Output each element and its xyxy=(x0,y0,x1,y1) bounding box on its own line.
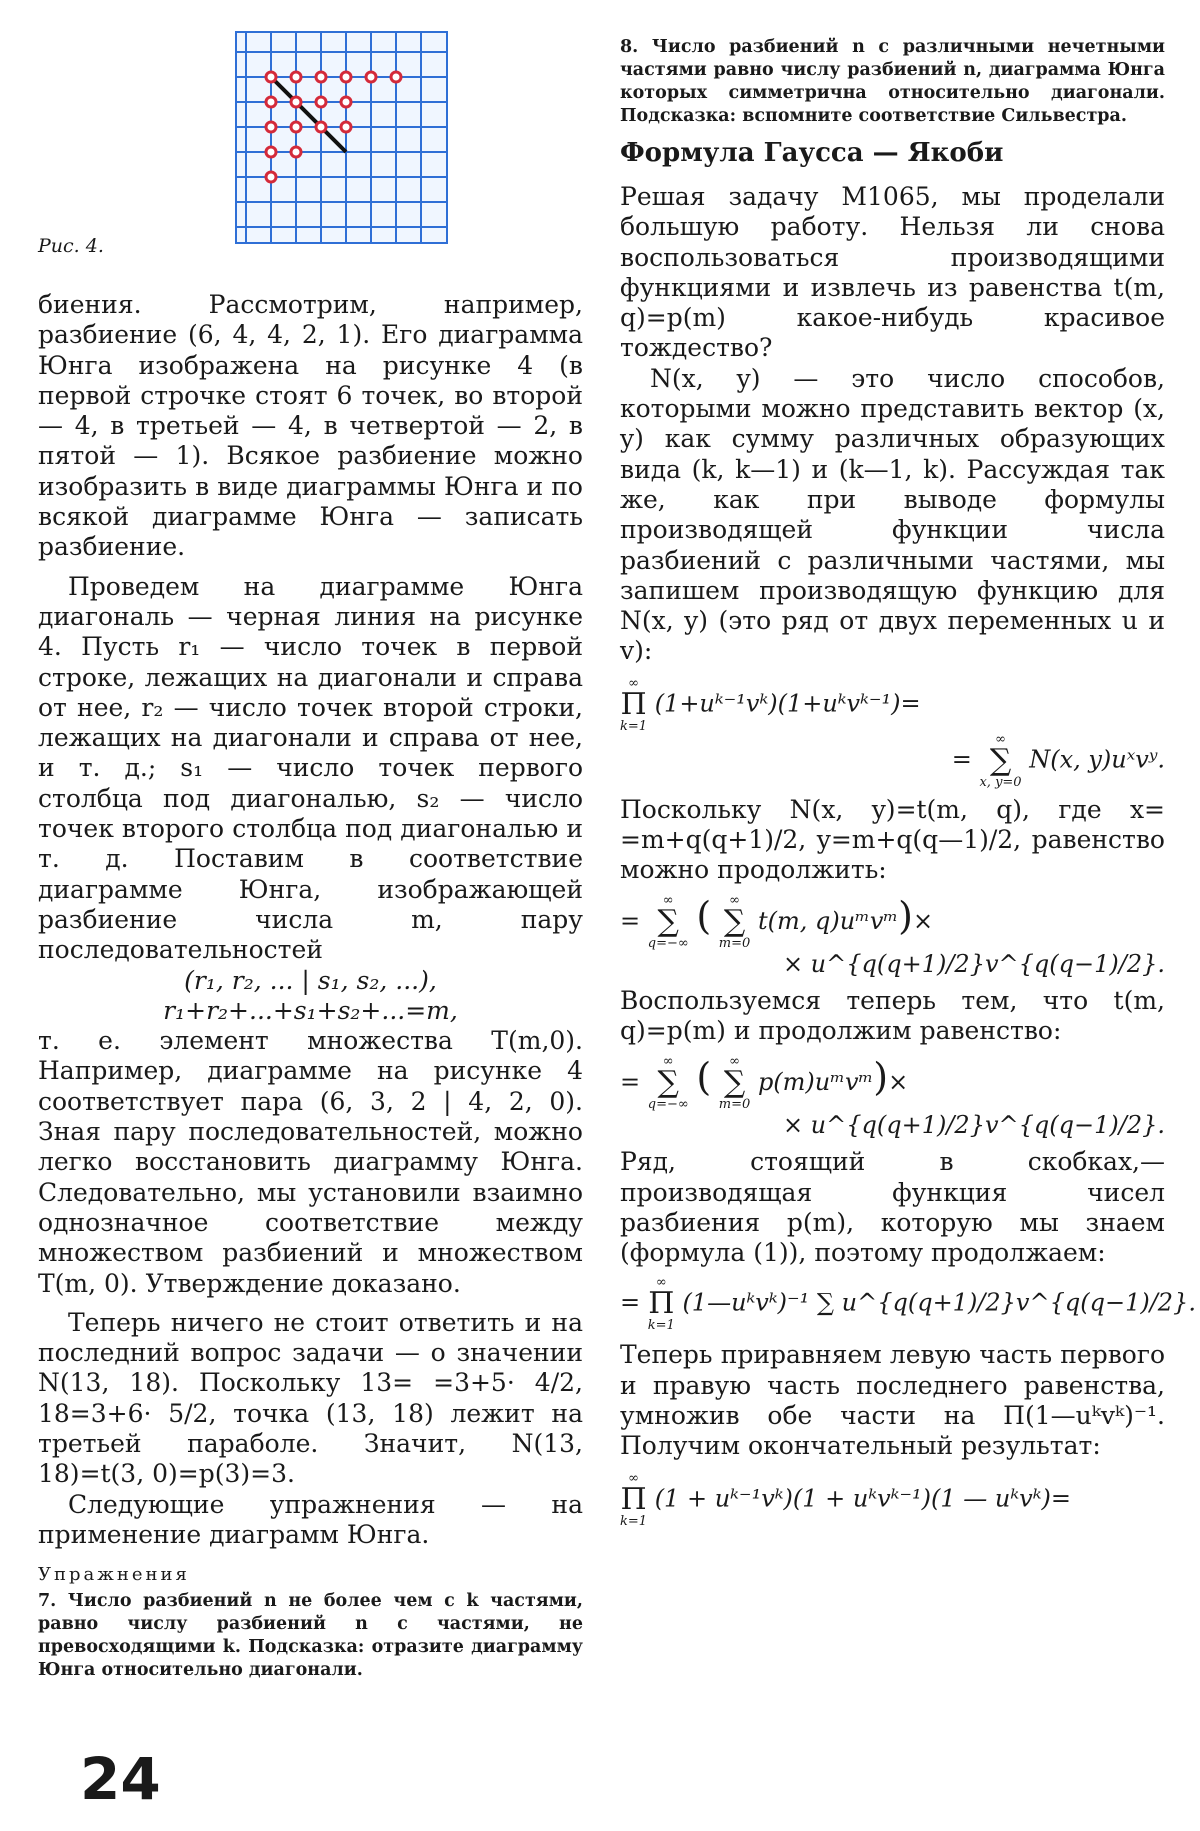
paragraph: Ряд, стоящий в скобках,— производящая функция чисел разбиения p(m), которую мы знаем (формула (1)), поэтому продолжаем: xyxy=(620,1147,1165,1268)
page-number: 24 xyxy=(80,1745,161,1813)
equation-2: = ∞ ∑ q=−∞ ( ∞ ∑ m=0 t(m, q)uᵐvᵐ)× xyxy=(620,893,934,952)
equation-1-rhs: = ∞ ∑ x, y=0 N(x, y)uˣvʸ. xyxy=(951,731,1165,790)
exercises-label: Упражнения xyxy=(38,1564,190,1586)
paragraph: Воспользуемся теперь тем, что t(m, q)=p(m) и продолжим равенство: xyxy=(620,986,1165,1046)
section-heading: Формула Гаусса — Якоби xyxy=(620,138,1004,168)
paragraph: Поскольку N(x, y)=t(m, q), где x= =m+q(q+1)/2, y=m+q(q—1)/2, равенство можно продолжить: xyxy=(620,794,1165,885)
paragraph: Теперь ничего не стоит ответить и на последний вопрос задачи — о значении N(13, 18). Поскольку 13= =3+5· 4/2, 18=3+6· 5/2, точка (13, 18) лежит на третьей параболе. Значит, N(13, 18)=t(3, 0)=p(3)=3. xyxy=(38,1307,583,1489)
paragraph: т. е. элемент множества T(m,0). Например, диаграмме на рисунке 4 соответствует пара (6, 3, 2 | 4, 2, 0). Зная пару последовательностей, можно легко восстановить диаграмму Юнга. Следовательно, мы установили взаимно однозначное соответствие между множеством разбиений и множеством T(m, 0). Утверждение доказано. xyxy=(38,1026,583,1298)
equation-3: = ∞ ∑ q=−∞ ( ∞ ∑ m=0 p(m)uᵐvᵐ)× xyxy=(620,1054,909,1113)
young-diagram-grid-icon xyxy=(234,30,449,245)
paragraph: Теперь приравняем левую часть первого и правую часть последнего равенства, умножив обе части на Π(1—uᵏvᵏ)⁻¹. Получим окончательный результат: xyxy=(620,1340,1165,1461)
paragraph: Решая задачу М1065, мы проделали большую работу. Нельзя ли снова воспользоваться производящими функциями и извлечь из равенства t(m, q)=p(m) какое-нибудь красивое тождество? xyxy=(620,182,1165,363)
formula: (r₁, r₂, ... | s₁, s₂, ...), xyxy=(184,965,437,995)
figure-caption: Рис. 4. xyxy=(38,235,104,257)
exercise-8: 8. Число разбиений n с различными нечетными частями равно числу разбиений n, диаграмма Юнга которых симметрична относительно диагонали. Подсказка: вспомните соответствие Сильвестра. xyxy=(620,37,1165,126)
equation-1: ∞ Π k=1 (1+uᵏ⁻¹vᵏ)(1+uᵏvᵏ⁻¹)= xyxy=(620,675,921,734)
paragraph: Проведем на диаграмме Юнга диагональ — черная линия на рисунке 4. Пусть r₁ — число точек в первой строке, лежащих на диагонали и справа от нее, r₂ — число точек второй строки, лежащих на диагонали и справа от нее, и т. д.; s₁ — число точек первого столбца под диагональю, s₂ — число точек второго столбца под диагональю и т. д. Поставим в соответствие диаграмме Юнга, изображающей разбиение числа m, пару последовательностей xyxy=(38,571,583,965)
formula: r₁+r₂+...+s₁+s₂+...=m, xyxy=(163,995,458,1025)
young-diagram-figure xyxy=(234,30,449,249)
equation-2-tail: × u^{q(q+1)/2}v^{q(q−1)/2}. xyxy=(782,950,1165,979)
equation-4: = ∞ Π k=1 (1—uᵏvᵏ)⁻¹ ∑ u^{q(q+1)/2}v^{q(q−1)/2}. xyxy=(620,1275,1196,1334)
equation-5: ∞ Π k=1 (1 + uᵏ⁻¹vᵏ)(1 + uᵏvᵏ⁻¹)(1 — uᵏvᵏ)= xyxy=(620,1470,1071,1529)
paragraph: N(x, y) — это число способов, которыми можно представить вектор (x, y) как сумму различных образующих вида (k, k—1) и (k—1, k). Рассуждая так же, как при выводе формулы производящей функции числа разбиений с различными частями, мы запишем производящую функцию для N(x, y) (это ряд от двух переменных u и v): xyxy=(620,363,1165,666)
paragraph: биения. Рассмотрим, например, разбиение (6, 4, 4, 2, 1). Его диаграмма Юнга изображена на рисунке 4 (в первой строчке стоят 6 точек, во второй — 4, в третьей — 4, в четвертой — 2, в пятой — 1). Всякое разбиение можно изобразить в виде диаграммы Юнга и по всякой диаграмме Юнга — записать разбиение. xyxy=(38,290,583,562)
exercise-7: 7. Число разбиений n не более чем с k частями, равно числу разбиений n с частями, не превосходящими k. Подсказка: отразите диаграмму Юнга относительно диагонали. xyxy=(38,1591,583,1681)
paragraph: Следующие упражнения — на применение диаграмм Юнга. xyxy=(38,1489,583,1549)
equation-3-tail: × u^{q(q+1)/2}v^{q(q−1)/2}. xyxy=(782,1111,1165,1140)
